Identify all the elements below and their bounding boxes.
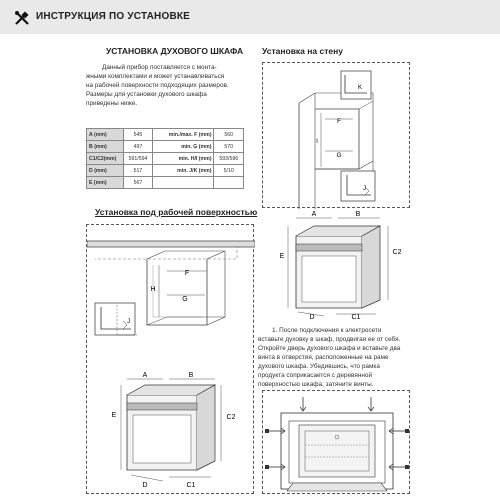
section-heading-wall: Установка на стену: [262, 46, 343, 56]
label-c2-right: C2: [392, 249, 402, 256]
label-a-right: A: [311, 211, 317, 218]
label-d: D: [142, 482, 148, 489]
wall-install-diagram: [263, 63, 411, 209]
label-g-wall: G: [336, 152, 342, 159]
wall-install-panel: [262, 62, 410, 208]
page-header: [0, 0, 500, 34]
section-heading-oven: УСТАНОВКА ДУХОВОГО ШКАФА: [106, 46, 244, 56]
header-title: ИНСТРУКЦИЯ ПО УСТАНОВКЕ: [36, 11, 191, 22]
label-b-right: B: [355, 211, 361, 218]
table-row: D (mm) 517 min. J/K (mm) 5/10: [87, 165, 244, 177]
label-e: E: [111, 412, 117, 419]
table-row: B (mm) 497 min. G (mm) 570: [87, 141, 244, 153]
label-i: I: [316, 138, 318, 145]
screw-icon: [265, 464, 285, 470]
screw-icon: [389, 428, 409, 434]
section-heading-under-counter: Установка под рабочей поверхностью: [95, 207, 258, 217]
label-c1: C1: [186, 482, 196, 489]
label-f-wall: F: [337, 118, 341, 125]
label-c2: C2: [226, 414, 236, 421]
label-f: F: [184, 270, 190, 277]
label-k: K: [358, 85, 363, 91]
screw-install-diagram: [263, 391, 411, 495]
screw-icon: [368, 397, 374, 411]
label-b: B: [188, 372, 194, 379]
step-paragraph: 1. После подключения к электросети вставьте духовку в шкаф, продвигая ее от себя. Откройте дверь духового шкафа и вставьте два винта в отверстия, расположенные на раме духового шкафа. Убедившись, что рамка продукта соприкасается с деревянной поверхностью шкафа, затяните винты.: [258, 327, 401, 388]
table-row: C1/C2(mm) 591/594 min. H/I (mm) 593/596: [87, 153, 244, 165]
screw-icon: [389, 464, 409, 470]
under-counter-diagram: [87, 225, 255, 495]
tools-icon: [14, 10, 30, 26]
under-counter-panel: [86, 224, 254, 494]
screw-install-panel: [262, 390, 410, 494]
label-a: A: [142, 372, 148, 379]
intro-paragraph: Данный прибор поставляется с монта- жными комплектами и может устанавливаться на рабочей поверхности подходящих размеров. Размеры для установки духового шкафа приведены ниже.: [86, 64, 229, 107]
dimensions-table: [86, 128, 244, 189]
label-d-right: D: [309, 314, 315, 320]
table-row: A (mm) 545 min./max. F (mm) 560: [87, 129, 244, 141]
oven-dimensions-diagram: [276, 208, 408, 320]
table-row: E (mm) 567: [87, 177, 244, 189]
screw-icon: [300, 397, 306, 411]
label-g: G: [182, 296, 188, 303]
screw-icon: [265, 428, 285, 434]
label-h: H: [150, 286, 156, 293]
label-j-wall: J: [363, 186, 366, 192]
label-c1-right: C1: [351, 314, 361, 320]
label-j: J: [127, 319, 130, 325]
label-e-right: E: [279, 253, 285, 260]
